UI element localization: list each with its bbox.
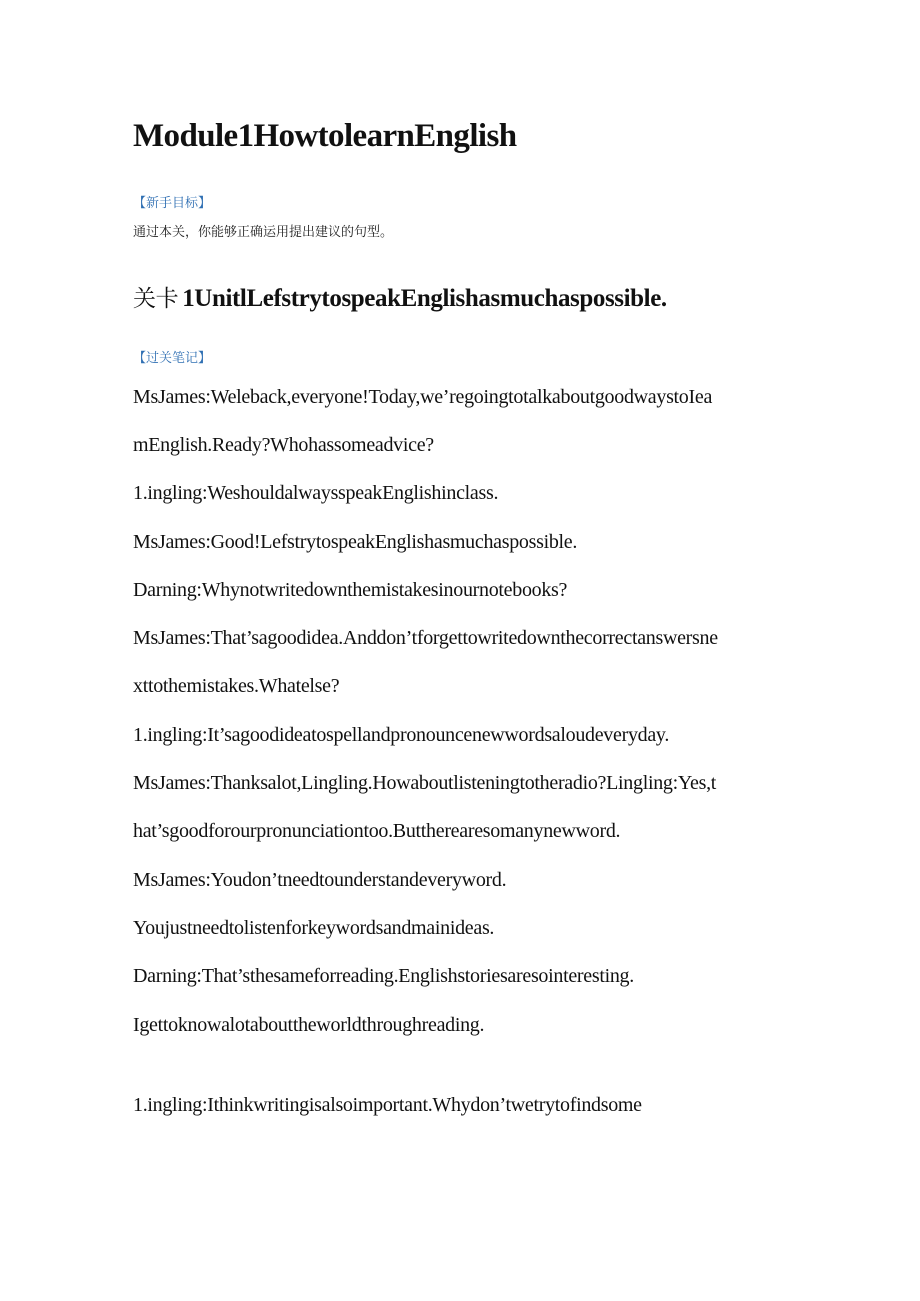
dialogue-line: MsJames:Good!LefstrytospeakEnglishasmuchaspossible. <box>133 531 578 553</box>
dialogue-line: MsJames:Youdon’tneedtounderstandeveryword. <box>133 869 507 891</box>
dialogue-line: mEnglish.Ready?Whohassomeadvice? <box>133 434 434 456</box>
dialogue-line: 1.ingling:WeshouldalwaysspeakEnglishinclass. <box>133 482 499 504</box>
dialogue-line: Igettoknowalotabouttheworldthroughreading. <box>133 1014 485 1036</box>
intro-text: 通过本关，你能够正确运用提出建议的句型。 <box>133 225 394 240</box>
dialogue-line: Youjustneedtolistenforkeywordsandmainideas. <box>133 917 495 939</box>
dialogue-line: hat’sgoodforourpronunciationtoo.Buttherearesomanynewword. <box>133 820 621 842</box>
dialogue-line: MsJames:Thanksalot,Lingling.Howaboutlisteningtotheradio?Lingling:Yes,t <box>133 772 717 794</box>
page-title: Module1HowtolearnEnglish <box>133 118 517 154</box>
goal-tag: 【新手目标】 <box>133 196 212 211</box>
section-heading-cn: 关卡 <box>133 286 179 312</box>
dialogue-line: MsJames:Weleback,everyone!Today,we’regoingtotalkaboutgoodwaystoIea <box>133 386 713 408</box>
dialogue-line: Darning:That’sthesameforreading.Englishstoriesaresointeresting. <box>133 965 634 987</box>
notes-tag: 【过关笔记】 <box>133 351 212 366</box>
section-heading <box>133 280 667 313</box>
dialogue-line: Darning:Whynotwritedownthemistakesinournotebooks? <box>133 579 568 601</box>
dialogue-line: xttothemistakes.Whatelse? <box>133 675 340 697</box>
dialogue-line: 1.ingling:It’sagoodideatospellandpronouncenewwordsaloudeveryday. <box>133 724 670 746</box>
dialogue-line: 1.ingling:Ithinkwritingisalsoimportant.Whydon’twetrytofindsome <box>133 1094 642 1116</box>
section-heading-en: 1UnitlLefstrytospeakEnglishasmuchaspossible. <box>182 285 667 312</box>
dialogue-line: MsJames:That’sagoodidea.Anddon’tforgettowritedownthecorrectanswersne <box>133 627 718 649</box>
